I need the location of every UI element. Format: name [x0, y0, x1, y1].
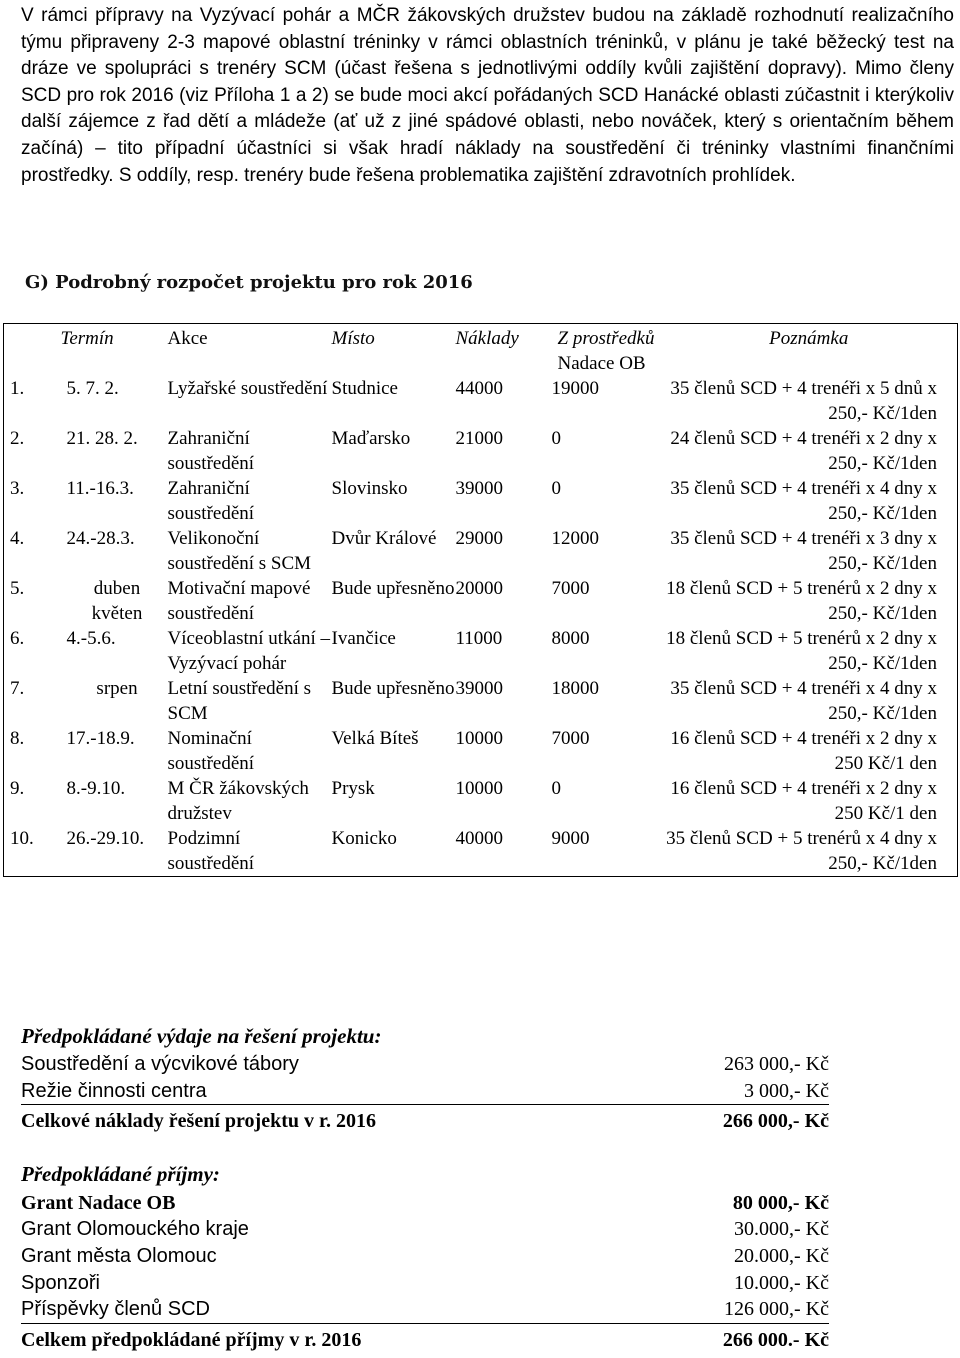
row-poznamka: 35 členů SCD + 5 trenérů x 4 dny x 250,- Kč/1den [666, 828, 937, 874]
row-naklady: 39000 [455, 478, 503, 499]
row-nadace: 18000 [551, 678, 599, 699]
income-amount: 126 000,- Kč [724, 1298, 829, 1320]
budget-table [3, 323, 958, 877]
row-number: 8. [10, 728, 25, 749]
expense-line-2 [21, 1078, 829, 1104]
header-naklady: Náklady [455, 328, 519, 349]
row-naklady: 40000 [455, 828, 503, 849]
section-heading: G) Podrobný rozpočet projektu pro rok 2016 [25, 272, 473, 293]
row-date: srpen [96, 678, 138, 699]
table-row [4, 726, 958, 776]
income-label: Grant Nadace OB [21, 1192, 176, 1214]
row-date: 5. 7. 2. [66, 378, 119, 399]
income-label: Sponzoři [21, 1272, 100, 1294]
row-poznamka: 18 členů SCD + 5 trenérů x 2 dny x 250,- Kč/1den [666, 628, 937, 674]
row-number: 10. [10, 828, 34, 849]
row-naklady: 10000 [455, 728, 503, 749]
row-poznamka: 35 členů SCD + 4 trenéři x 4 dny x 250,- Kč/1den [670, 478, 937, 524]
income-amount: 10.000,- Kč [734, 1272, 829, 1294]
row-akce: Lyžařské soustředění [167, 378, 328, 399]
row-misto: Konicko [331, 828, 397, 849]
row-akce: Nominační soustředění [167, 728, 255, 774]
row-poznamka: 35 členů SCD + 4 trenéři x 5 dnů x 250,- Kč/1den [670, 378, 937, 424]
row-poznamka: 18 členů SCD + 5 trenérů x 2 dny x 250,- Kč/1den [666, 578, 937, 624]
table-row [4, 476, 958, 526]
income-label: Grant města Olomouc [21, 1245, 217, 1267]
table-row [4, 626, 958, 676]
income-line-4 [21, 1270, 829, 1296]
table-row [4, 676, 958, 726]
row-misto: Dvůr Králové [331, 528, 437, 549]
row-nadace: 9000 [551, 828, 590, 849]
expenses-total-label: Celkové náklady řešení projektu v r. 2016 [21, 1110, 377, 1132]
table-row [4, 426, 958, 476]
row-nadace: 12000 [551, 528, 599, 549]
row-date: 24.-28.3. [66, 528, 135, 549]
row-number: 4. [10, 528, 25, 549]
expense-line-1 [21, 1051, 829, 1077]
row-naklady: 39000 [455, 678, 503, 699]
row-date: 17.-18.9. [66, 728, 135, 749]
income-label: Grant Olomouckého kraje [21, 1218, 249, 1240]
row-number: 3. [10, 478, 25, 499]
table-row [4, 526, 958, 576]
header-nadace: Nadace OB [557, 353, 646, 374]
row-number: 1. [10, 378, 25, 399]
income-total-amount: 266 000.- Kč [722, 1329, 829, 1351]
row-number: 6. [10, 628, 25, 649]
row-number: 5. [10, 578, 25, 599]
row-naklady: 29000 [455, 528, 503, 549]
table-row [4, 776, 958, 826]
row-naklady: 10000 [455, 778, 503, 799]
expense-amount: 3 000,- Kč [744, 1080, 829, 1102]
row-date: 11.-16.3. [66, 478, 134, 499]
income-line-2 [21, 1216, 829, 1242]
row-nadace: 7000 [551, 728, 590, 749]
expenses-total-amount: 266 000,- Kč [722, 1110, 829, 1132]
table-header-row [4, 324, 958, 377]
income-amount: 80 000,- Kč [732, 1192, 829, 1214]
row-akce: Motivační mapové soustředění [167, 578, 311, 624]
header-z-prostredku-label: Z prostředků [557, 328, 655, 349]
row-poznamka: 24 členů SCD + 4 trenéři x 2 dny x 250,- Kč/1den [670, 428, 937, 474]
row-misto: Slovinsko [331, 478, 408, 499]
row-poznamka: 35 členů SCD + 4 trenéři x 4 dny x 250,- Kč/1den [670, 678, 937, 724]
expense-label: Režie činnosti centra [21, 1080, 207, 1102]
income-line-5 [21, 1296, 829, 1322]
header-misto: Místo [331, 328, 375, 349]
row-date: 4.-5.6. [66, 628, 116, 649]
row-misto: Bude upřesněno [331, 578, 455, 599]
row-nadace: 0 [551, 478, 561, 499]
row-nadace: 8000 [551, 628, 590, 649]
row-misto: Ivančice [331, 628, 396, 649]
row-akce: Víceoblastní utkání – Vyzývací pohár [167, 628, 331, 674]
row-akce: Podzimní soustředění [167, 828, 255, 874]
income-total-label: Celkem předpokládané příjmy v r. 2016 [21, 1329, 362, 1351]
row-nadace: 7000 [551, 578, 590, 599]
expense-amount: 263 000,- Kč [724, 1053, 829, 1075]
header-poznamka: Poznámka [769, 328, 849, 349]
table-row [4, 376, 958, 426]
header-z-prostredku [552, 324, 661, 377]
expense-label: Soustředění a výcvikové tábory [21, 1053, 299, 1075]
income-title: Předpokládané příjmy: [21, 1162, 220, 1186]
row-misto: Prysk [331, 778, 375, 799]
row-akce: Zahraniční soustředění [167, 428, 255, 474]
income-line-3 [21, 1243, 829, 1269]
row-poznamka: 16 členů SCD + 4 trenéři x 2 dny x 250 Kč/1 den [670, 728, 937, 774]
row-poznamka: 16 členů SCD + 4 trenéři x 2 dny x 250 Kč/1 den [670, 778, 937, 824]
row-number: 7. [10, 678, 25, 699]
income-amount: 20.000,- Kč [734, 1245, 829, 1267]
row-misto: Velká Bíteš [331, 728, 419, 749]
row-date: duben květen [91, 578, 143, 624]
income-label: Příspěvky členů SCD [21, 1298, 210, 1320]
row-number: 9. [10, 778, 25, 799]
row-akce: Velikonoční soustředění s SCM [167, 528, 312, 574]
row-misto: Bude upřesněno [331, 678, 455, 699]
row-naklady: 21000 [455, 428, 503, 449]
row-akce: Letní soustředění s SCM [167, 678, 312, 724]
row-date: 21. 28. 2. [66, 428, 138, 449]
expenses-title: Předpokládané výdaje na řešení projektu: [21, 1024, 382, 1048]
row-naklady: 44000 [455, 378, 503, 399]
header-termin: Termín [60, 328, 114, 349]
expenses-total [21, 1104, 829, 1134]
row-nadace: 0 [551, 428, 561, 449]
row-misto: Maďarsko [331, 428, 411, 449]
income-amount: 30.000,- Kč [734, 1218, 829, 1240]
row-naklady: 11000 [455, 628, 503, 649]
row-date: 8.-9.10. [66, 778, 126, 799]
row-date: 26.-29.10. [66, 828, 145, 849]
table-row [4, 576, 958, 626]
row-poznamka: 35 členů SCD + 4 trenéři x 3 dny x 250,- Kč/1den [670, 528, 937, 574]
table-row [4, 826, 958, 877]
row-misto: Studnice [331, 378, 398, 399]
row-naklady: 20000 [455, 578, 503, 599]
row-akce: Zahraniční soustředění [167, 478, 255, 524]
row-akce: M ČR žákovských družstev [167, 778, 309, 824]
income-line-1 [21, 1190, 829, 1216]
income-total [21, 1323, 829, 1353]
row-nadace: 0 [551, 778, 561, 799]
intro-paragraph: V rámci přípravy na Vyzývací pohár a MČR žákovských družstev budou na základě rozhodnutí realizačního týmu připraveny 2-3 mapové oblastní tréninky v rámci oblastních tréninků, v plánu je také běžecký test na dráze ve spolupráci s trenéry SCM (účast řešena s jednotlivými oddíly kvůli zajištění dopravy). Mimo členy SCD pro rok 2016 (viz Příloha 1 a 2) se bude moci akcí pořádaných SCD Hanácké oblasti zúčastnit i kterýkoliv další zájemce z řad dětí a mládeže (ať už z jiné spádové oblasti, nebo nováček, který s orientačním během začíná) – tito případní účastníci si však hradí náklady na soustředění či tréninky vlastními finančními prostředky. S oddíly, resp. trenéry bude řešena problematika zajištění zdravotních prohlídek. [21, 5, 954, 186]
header-akce: Akce [167, 328, 208, 349]
row-number: 2. [10, 428, 25, 449]
row-nadace: 19000 [551, 378, 599, 399]
